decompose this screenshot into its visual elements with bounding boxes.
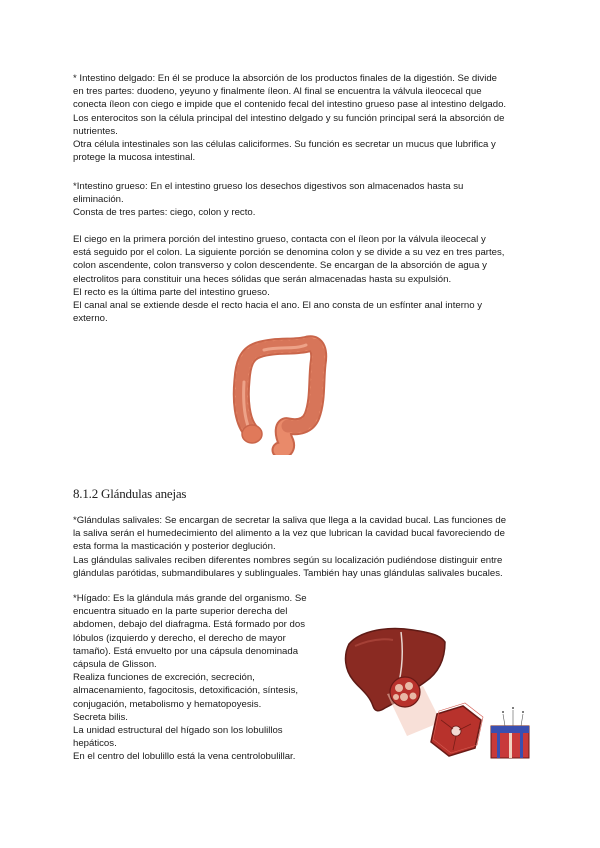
ciego-line: El ciego en la primera porción del intestino grueso, contacta con el íleon por la válvula ileocecal y — [73, 234, 486, 245]
higado-line: Secreta bilis. — [73, 711, 128, 723]
glandulas-salivales-line: glándulas parótidas, submandibulares y sublinguales. También hay unas glándulas salivales bucales. — [73, 567, 503, 579]
paragraph-ciego-colon-recto — [73, 233, 531, 325]
higado-line: cápsula de Glisson. — [73, 659, 157, 671]
large-intestine-illustration — [228, 330, 333, 455]
paragraph-higado — [73, 592, 335, 764]
glandulas-salivales-line: esta forma la masticación y posterior deglución. — [73, 541, 276, 553]
ciego-line: El canal anal se extiende desde el recto hacia el ano. El ano consta de un esfínter anal interno y — [73, 300, 483, 312]
paragraph-intestino-delgado — [73, 72, 531, 164]
liver-lobule-illustration — [341, 602, 546, 774]
higado-line: hepáticos. — [73, 738, 117, 750]
ciego-line: está seguido por el colon. La siguiente porción se denomina colon y se divide a su vez en tres partes, — [73, 247, 505, 259]
intestino-delgado-line: Los enterocitos son la célula principal del intestino delgado y su función principal será la absorción de — [73, 112, 505, 124]
higado-line: abdomen, debajo del diafragma. Está formado por dos — [73, 619, 305, 631]
higado-line: Realiza funciones de excreción, secreción, — [73, 672, 255, 684]
glandulas-salivales-line: la saliva serán el humedecimiento del alimento a la vez que lubrican la cavidad bucal favoreciendo de — [73, 528, 505, 540]
higado-line: tamaño). Está envuelto por una cápsula denominada — [73, 645, 299, 657]
ciego-line: El recto es la última parte del intestino grueso. — [73, 286, 270, 298]
intestino-delgado-line: nutrientes. — [73, 125, 118, 137]
intestino-grueso-line: eliminación. — [73, 194, 124, 206]
intestino-delgado-line: Otra célula intestinales son las células caliciformes. Su función es secretar un mucus que lubrifica y — [73, 139, 496, 151]
higado-line: conjugación, metabolismo y hematopoyesis. — [73, 698, 262, 710]
intestino-delgado-line: * Intestino delgado: En él se produce la absorción de los productos finales de la digestión. Se divide — [73, 73, 497, 84]
section-heading: 8.1.2 Glándulas anejas — [73, 486, 187, 501]
ciego-line: electrolitos para constituir una heces sólidas que serán almacenadas hasta su expulsión. — [73, 273, 452, 285]
paragraph-intestino-grueso — [73, 180, 531, 220]
higado-line: lóbulos (izquierdo y derecho, el derecho de mayor — [73, 632, 286, 644]
intestino-delgado-line: protege la mucosa intestinal. — [73, 152, 196, 164]
higado-line: almacenamiento, fagocitosis, detoxificación, síntesis, — [73, 685, 299, 697]
higado-line: En el centro del lobulillo está la vena centrolobulillar. — [73, 751, 296, 763]
intestino-grueso-line: *Intestino grueso: En el intestino grueso los desechos digestivos son almacenados hasta su — [73, 181, 464, 192]
intestino-grueso-line: Consta de tres partes: ciego, colon y recto. — [73, 207, 256, 219]
paragraph-glandulas-salivales — [73, 514, 531, 580]
higado-line: *Hígado: Es la glándula más grande del organismo. Se — [73, 593, 307, 604]
higado-line: encuentra situado en la parte superior derecha del — [73, 606, 288, 618]
glandulas-salivales-line: *Glándulas salivales: Se encargan de secretar la saliva que llega a la cavidad bucal. Las funciones de — [73, 515, 507, 526]
intestino-delgado-line: en tres partes: duodeno, yeyuno y finalmente íleon. Al final se encuentra la válvula ileocecal que — [73, 86, 482, 98]
intestino-delgado-line: conecta íleon con ciego e impide que el contenido fecal del intestino grueso pase al intestino delgado. — [73, 99, 507, 111]
ciego-line: externo. — [73, 313, 108, 325]
ciego-line: colon ascendente, colon transverso y colon descendente. Se encargan de la absorción de agua y — [73, 260, 487, 272]
higado-line: La unidad estructural del hígado son los lobulillos — [73, 725, 283, 737]
glandulas-salivales-line: Las glándulas salivales reciben diferentes nombres según su localización pudiéndose distinguir entre — [73, 554, 503, 566]
